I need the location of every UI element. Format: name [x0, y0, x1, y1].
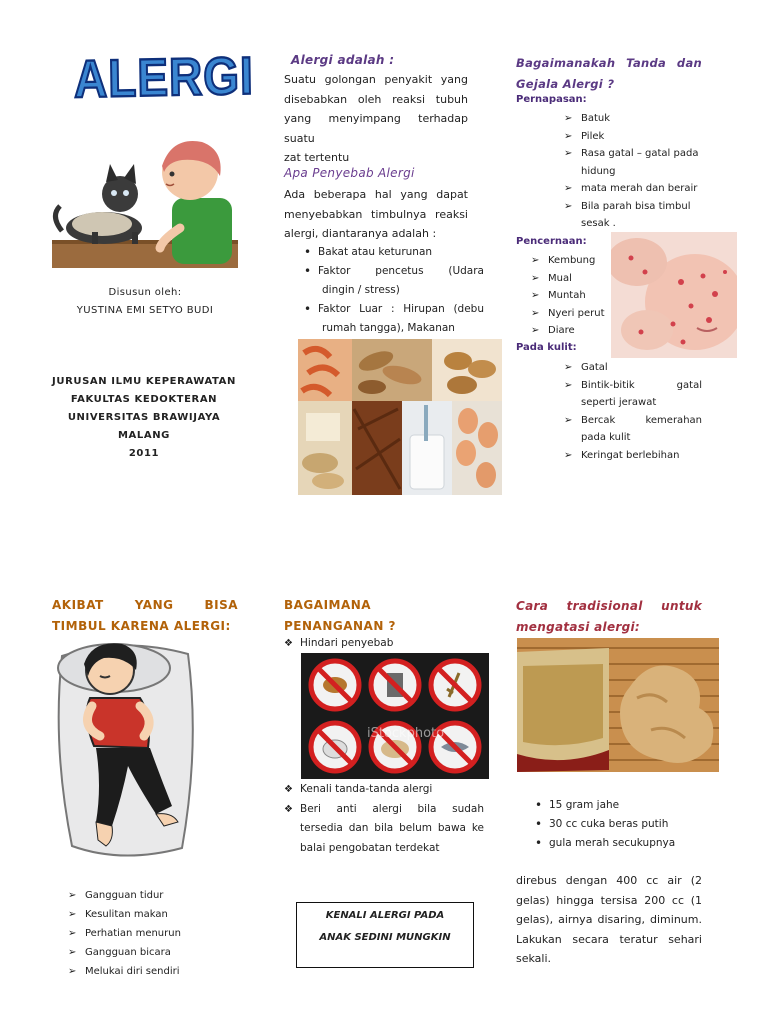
- cause-heading: Apa Penyebab Alergi: [284, 166, 415, 180]
- preparation-text: direbus dengan 400 cc air (2 gelas) hingga tersisa 200 cc (1 gelas), airnya disaring, diminum. Lakukan secara teratur sehari sekali.: [516, 874, 702, 965]
- institution-faculty: FAKULTAS KEDOKTERAN: [70, 394, 218, 405]
- ingredient-item: • gula merah secukupnya: [533, 834, 713, 853]
- skin-item: ➢ Bercak kemerahan: [564, 412, 702, 430]
- cause-item-external: • Faktor Luar : Hirupan (debu rumah tangga), Makanan: [302, 300, 484, 338]
- cat-and-child-illustration: [52, 136, 238, 268]
- respiratory-item-cont: hidung: [581, 165, 616, 177]
- prepared-by-label: Disusun oleh:: [108, 287, 182, 298]
- cause-item-trigger: • Faktor pencetus (Udara dingin / stress): [302, 262, 484, 300]
- treatment-item: ❖ Kenali tanda-tanda alergi: [284, 780, 484, 800]
- no-allergen-signs-graphic: [301, 653, 489, 779]
- digestive-list: [531, 252, 621, 340]
- allergen-food-collage: [298, 339, 502, 495]
- consequence-item: ➢ Gangguan tidur: [68, 886, 238, 905]
- ingredients-list: [533, 796, 713, 853]
- respiratory-item: ➢ mata merah dan berair: [564, 180, 704, 198]
- institution-university: UNIVERSITAS BRAWIJAYA: [67, 412, 221, 423]
- institution-city: MALANG: [118, 430, 170, 441]
- treatment-list: [284, 780, 484, 858]
- author-name: YUSTINA EMI SETYO BUDI: [76, 305, 214, 316]
- respiratory-item: ➢ Bila parah bisa timbul: [564, 198, 704, 216]
- treatment-first-item: ❖ Hindari penyebab: [284, 634, 484, 654]
- skin-item: ➢ Gatal: [564, 359, 702, 377]
- ginger-tea-photo: [517, 638, 719, 772]
- ingredient-item: • 15 gram jahe: [533, 796, 713, 815]
- alergi-logo: ALERGI: [73, 45, 255, 109]
- institution-year: 2011: [128, 448, 160, 459]
- baby-rash-photo: [611, 232, 737, 358]
- skin-item-cont: pada kulit: [581, 432, 631, 443]
- respiratory-item: ➢ Pilek: [564, 128, 704, 146]
- symptoms-heading: Bagaimanakah Tanda dan Gejala Alergi ?: [516, 56, 702, 91]
- respiratory-list: [564, 110, 704, 233]
- digestive-item: ➢ Diare: [531, 322, 621, 340]
- consequence-item: ➢ Gangguan bicara: [68, 943, 238, 962]
- cause-intro: Ada beberapa hal yang dapat menyebabkan timbulnya reaksi alergi, diantaranya adalah :: [284, 188, 468, 240]
- skin-item-cont: seperti jerawat: [581, 397, 657, 408]
- ingredient-item: • 30 cc cuka beras putih: [533, 815, 713, 834]
- skin-item: ➢ Keringat berlebihan: [564, 447, 702, 465]
- institution-block: [44, 373, 244, 463]
- skin-item: ➢ Bintik-bitik gatal: [564, 377, 702, 395]
- digestive-label: Pencernaan:: [516, 236, 587, 247]
- definition-text: Suatu golongan penyakit yang disebabkan oleh reaksi tubuh yang menyimpang terhadap suatu zat tertentu: [284, 73, 468, 164]
- respiratory-item: ➢ Batuk: [564, 110, 704, 128]
- respiratory-item: ➢ Rasa gatal – gatal pada: [564, 145, 704, 163]
- skin-label: Pada kulit:: [516, 342, 577, 353]
- digestive-item: ➢ Kembung: [531, 252, 621, 270]
- traditional-remedy-heading: Cara tradisional untuk mengatasi alergi:: [516, 599, 702, 634]
- consequences-heading: AKIBAT YANG BISA TIMBUL KARENA ALERGI:: [52, 598, 238, 633]
- respiratory-label: Pernapasan:: [516, 94, 587, 105]
- awareness-box: KENALI ALERGI PADA ANAK SEDINI MUNGKIN: [296, 902, 474, 968]
- digestive-item: ➢ Mual: [531, 270, 621, 288]
- respiratory-item-cont: sesak .: [581, 218, 616, 229]
- treatment-heading: BAGAIMANA PENANGANAN ?: [284, 598, 397, 633]
- istock-watermark: iStockphoto: [367, 726, 445, 741]
- cause-item-hereditary: • Bakat atau keturunan: [302, 243, 484, 262]
- sleeping-boy-illustration: [52, 636, 200, 864]
- institution-department: JURUSAN ILMU KEPERAWATAN: [52, 376, 236, 387]
- skin-list: [564, 359, 702, 464]
- digestive-item: ➢ Muntah: [531, 287, 621, 305]
- definition-heading: Alergi adalah :: [291, 53, 395, 67]
- consequences-list: [68, 886, 238, 981]
- cause-list: [302, 243, 484, 338]
- treatment-item: ❖ Beri anti alergi bila sudah tersedia dan bila belum bawa ke balai pengobatan terdekat: [284, 800, 484, 859]
- consequence-item: ➢ Perhatian menurun: [68, 924, 238, 943]
- consequence-item: ➢ Melukai diri sendiri: [68, 962, 238, 981]
- digestive-item: ➢ Nyeri perut: [531, 305, 621, 323]
- consequence-item: ➢ Kesulitan makan: [68, 905, 238, 924]
